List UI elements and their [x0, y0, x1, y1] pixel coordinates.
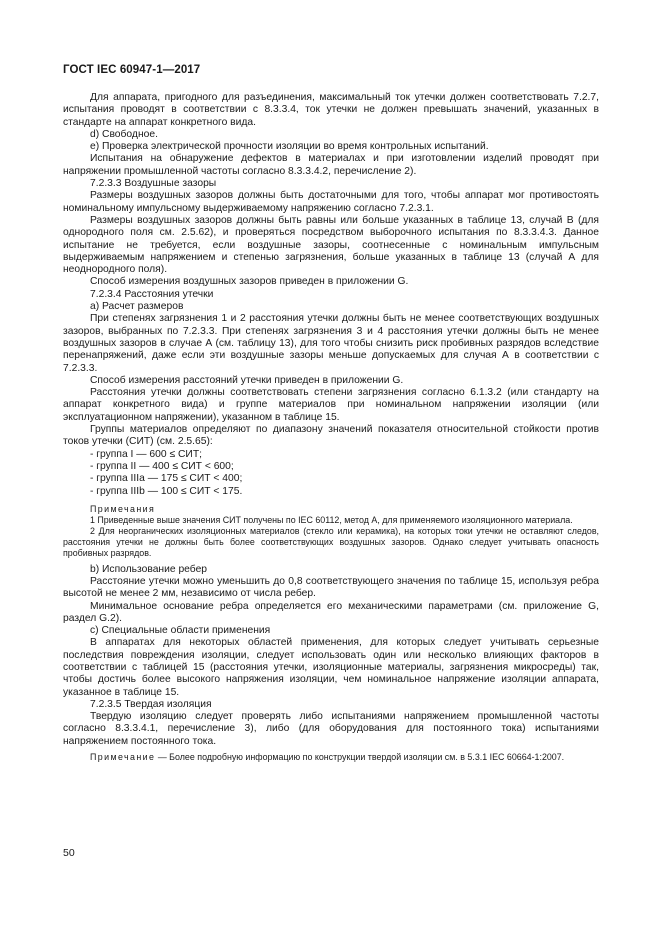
document-header: ГОСТ IEC 60947-1—2017	[63, 64, 201, 76]
paragraph: Для аппарата, пригодного для разъединения, максимальный ток утечки должен соответствовать 7.2.7, испытания проводят в соответствии с 8.3.3.4, ток утечки не должен превышать значений, указанных в стандарте на аппарат конкретного вида.	[63, 92, 599, 128]
page-body	[63, 92, 599, 763]
paragraph: Испытания на обнаружение дефектов в материалах и при изготовлении изделий проводят при напряжении промышленной частоты согласно 8.3.3.4.2, перечисление 2).	[63, 153, 599, 177]
list-item: - группа IIIb — 100 ≤ СИТ < 175.	[90, 485, 243, 497]
notes-heading: Примечания	[90, 503, 156, 514]
paragraph: Группы материалов определяют по диапазону значений показателя относительной стойкости против токов утечки (СИТ) (см. 2.5.65):	[63, 424, 599, 448]
list-item: - группа IIIa — 175 ≤ СИТ < 400;	[90, 473, 243, 485]
paragraph: Расстояния утечки должны соответствовать степени загрязнения согласно 6.1.3.2 (или стандарту на аппарат конкретного вида) и группе материалов при номинальном напряжении изоляции (или эксплуатационном напряжении), указанном в таблице 15.	[63, 387, 599, 423]
list-item: d) Свободное.	[90, 128, 158, 140]
paragraph: Размеры воздушных зазоров должны быть равны или больше указанных в таблице 13, случай В (для однородного поля см. 2.5.62), и проверяться посредством выборочного испытания по 8.3.3.4.3. Данное испытание не требуется, если воздушные зазоры, соотнесенные с номинальным импульсным выдерживаемым напряжением и степенью загрязнения, больше указанных в таблице 13 (случай А для неоднородного поля).	[63, 214, 599, 276]
paragraph: Способ измерения расстояний утечки приведен в приложении G.	[90, 374, 404, 386]
note: 2 Для неорганических изоляционных материалов (стекло или керамика), на которых токи утечки не оставляют следов, расстояния утечки не должны быть более соответствующих воздушных зазоров. Однако следует учитывать опасность пробивных разрядов.	[63, 526, 599, 559]
final-note-text: — Более подробную информацию по конструкции твердой изоляции см. в 5.3.1 IEC 60664-1:2007.	[155, 752, 565, 763]
subsection-heading: c) Специальные области применения	[90, 625, 271, 637]
paragraph: Минимальное основание ребра определяется его механическими параметрами (см. приложение G, раздел G.2).	[63, 600, 599, 624]
list-item: - группа I — 600 ≤ СИТ;	[90, 448, 202, 460]
subsection-heading: а) Расчет размеров	[90, 301, 184, 313]
final-note	[63, 752, 599, 763]
paragraph: При степенях загрязнения 1 и 2 расстояния утечки должны быть не менее соответствующих воздушных зазоров, выбранных по 7.2.3.3. При степенях загрязнения 3 и 4 расстояния утечки должны быть не менее воздушных зазоров в случае А (см. таблицу 13), для того чтобы снизить риск пробивных разрядов вследствие перенапряжений, даже если эти воздушные зазоры меньше допускаемых для случая А в соответствии с 7.2.3.3.	[63, 313, 599, 374]
section-heading: 7.2.3.3 Воздушные зазоры	[90, 178, 217, 190]
final-note-label: Примечание	[90, 752, 156, 763]
paragraph: Размеры воздушных зазоров должны быть достаточными для того, чтобы аппарат мог противостоять номинальному импульсному выдерживаемому напряжению согласно 7.2.3.1.	[63, 190, 599, 214]
list-item: e) Проверка электрической прочности изоляции во время контрольных испытаний.	[90, 141, 489, 153]
paragraph: Способ измерения воздушных зазоров приведен в приложении G.	[90, 276, 409, 288]
page-number: 50	[63, 847, 75, 859]
subsection-heading: b) Использование ребер	[90, 563, 208, 575]
paragraph: Расстояние утечки можно уменьшить до 0,8 соответствующего значения по таблице 15, используя ребра высотой не менее 2 мм, независимо от числа ребер.	[63, 575, 599, 600]
paragraph: В аппаратах для некоторых областей применения, для которых следует учитывать серьезные последствия повреждения изоляции, следует использовать один или несколько влияющих факторов в соответствии с таблицей 15 (расстояния утечки, изоляционные материалы, загрязнения микросреды) так, чтобы достичь более высокого напряжения изоляции, чем номинальное напряжение изоляции аппарата, указанное в таблице 15.	[63, 637, 599, 698]
note: 1 Приведенные выше значения СИТ получены по IEC 60112, метод А, для применяемого изоляционного материала.	[90, 514, 573, 525]
list-item: - группа II — 400 ≤ СИТ < 600;	[90, 460, 234, 472]
section-heading: 7.2.3.5 Твердая изоляция	[90, 698, 212, 710]
section-heading: 7.2.3.4 Расстояния утечки	[90, 288, 214, 300]
paragraph: Твердую изоляцию следует проверять либо испытаниями напряжением промышленной частоты согласно 8.3.3.4.1, перечисление 3), либо (для оборудования для постоянного тока) испытаниями напряжением постоянного тока.	[63, 711, 599, 747]
